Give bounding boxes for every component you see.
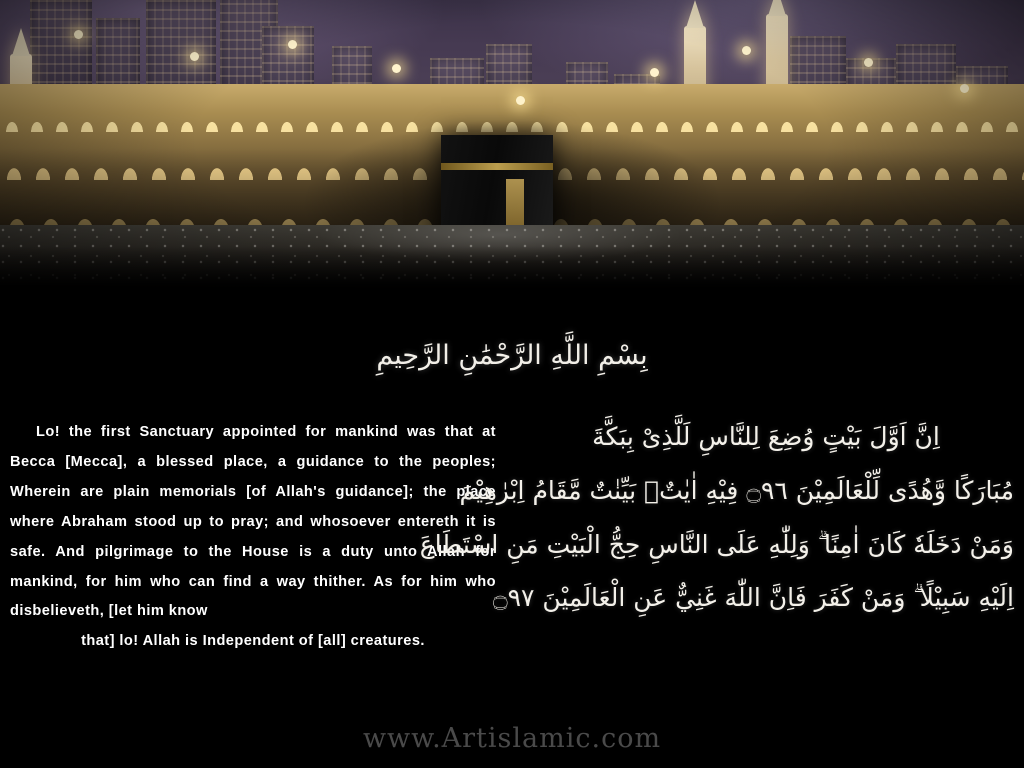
kaaba-night-photograph — [0, 0, 1024, 292]
floodlight — [190, 52, 199, 61]
floodlight — [650, 68, 659, 77]
floodlight — [742, 46, 751, 55]
kiswah-gold-band — [441, 163, 553, 170]
arabic-line: اِلَيْهِ سَبِيْلًا ۗ وَمَنْ كَفَرَ فَاِنَّ اللّٰهَ غَنِيٌّ عَنِ الْعَالَمِيْنَ ۝٩٧ — [492, 583, 1014, 613]
floodlight — [864, 58, 873, 67]
translation-body: Lo! the first Sanctuary appointed for mankind was that at Becca [Mecca], a blessed place, a guidance to the peoples; Wherein are plain memorials [of Allah's guidance]; the place where Abraham stood up to pray; and whosoever entereth it is safe. And pilgrimage to the House is a duty unto Allah for mankind, for him who can find a way thither. As for him who disbelieveth, [let him know — [10, 424, 496, 620]
site-watermark: www.Artislamic.com — [362, 723, 662, 754]
arabic-line: مُبَارَكًا وَّهُدًى لِّلْعَالَمِيْنَ ۝٩٦ فِيْهِ اٰيٰتٌۢ بَيِّنٰتٌ مَّقَامُ اِبْرٰهِيْمَ — [459, 475, 1014, 505]
floodlight — [516, 96, 525, 105]
floodlight — [960, 84, 969, 93]
arabic-line: وَمَنْ دَخَلَهٗ كَانَ اٰمِنًا ۗ وَلِلّٰهِ عَلَى النَّاسِ حِجُّ الْبَيْتِ مَنِ اسْتَطَاعَ — [419, 529, 1014, 559]
floodlight — [288, 40, 297, 49]
floodlight — [392, 64, 401, 73]
text-panel — [0, 292, 1024, 768]
photo-bottom-fade — [0, 246, 1024, 292]
arabic-line: اِنَّ اَوَّلَ بَيْتٍ وُضِعَ لِلنَّاسِ لَلَّذِىْ بِبَكَّةَ — [592, 422, 940, 451]
basmala-calligraphy: بِسْمِ اللَّهِ الرَّحْمَٰنِ الرَّحِيمِ — [376, 340, 648, 371]
arabic-verse-calligraphy — [419, 410, 1014, 625]
floodlight — [74, 30, 83, 39]
translation-last-line: that] lo! Allah is Independent of [all] creatures. — [81, 633, 425, 650]
